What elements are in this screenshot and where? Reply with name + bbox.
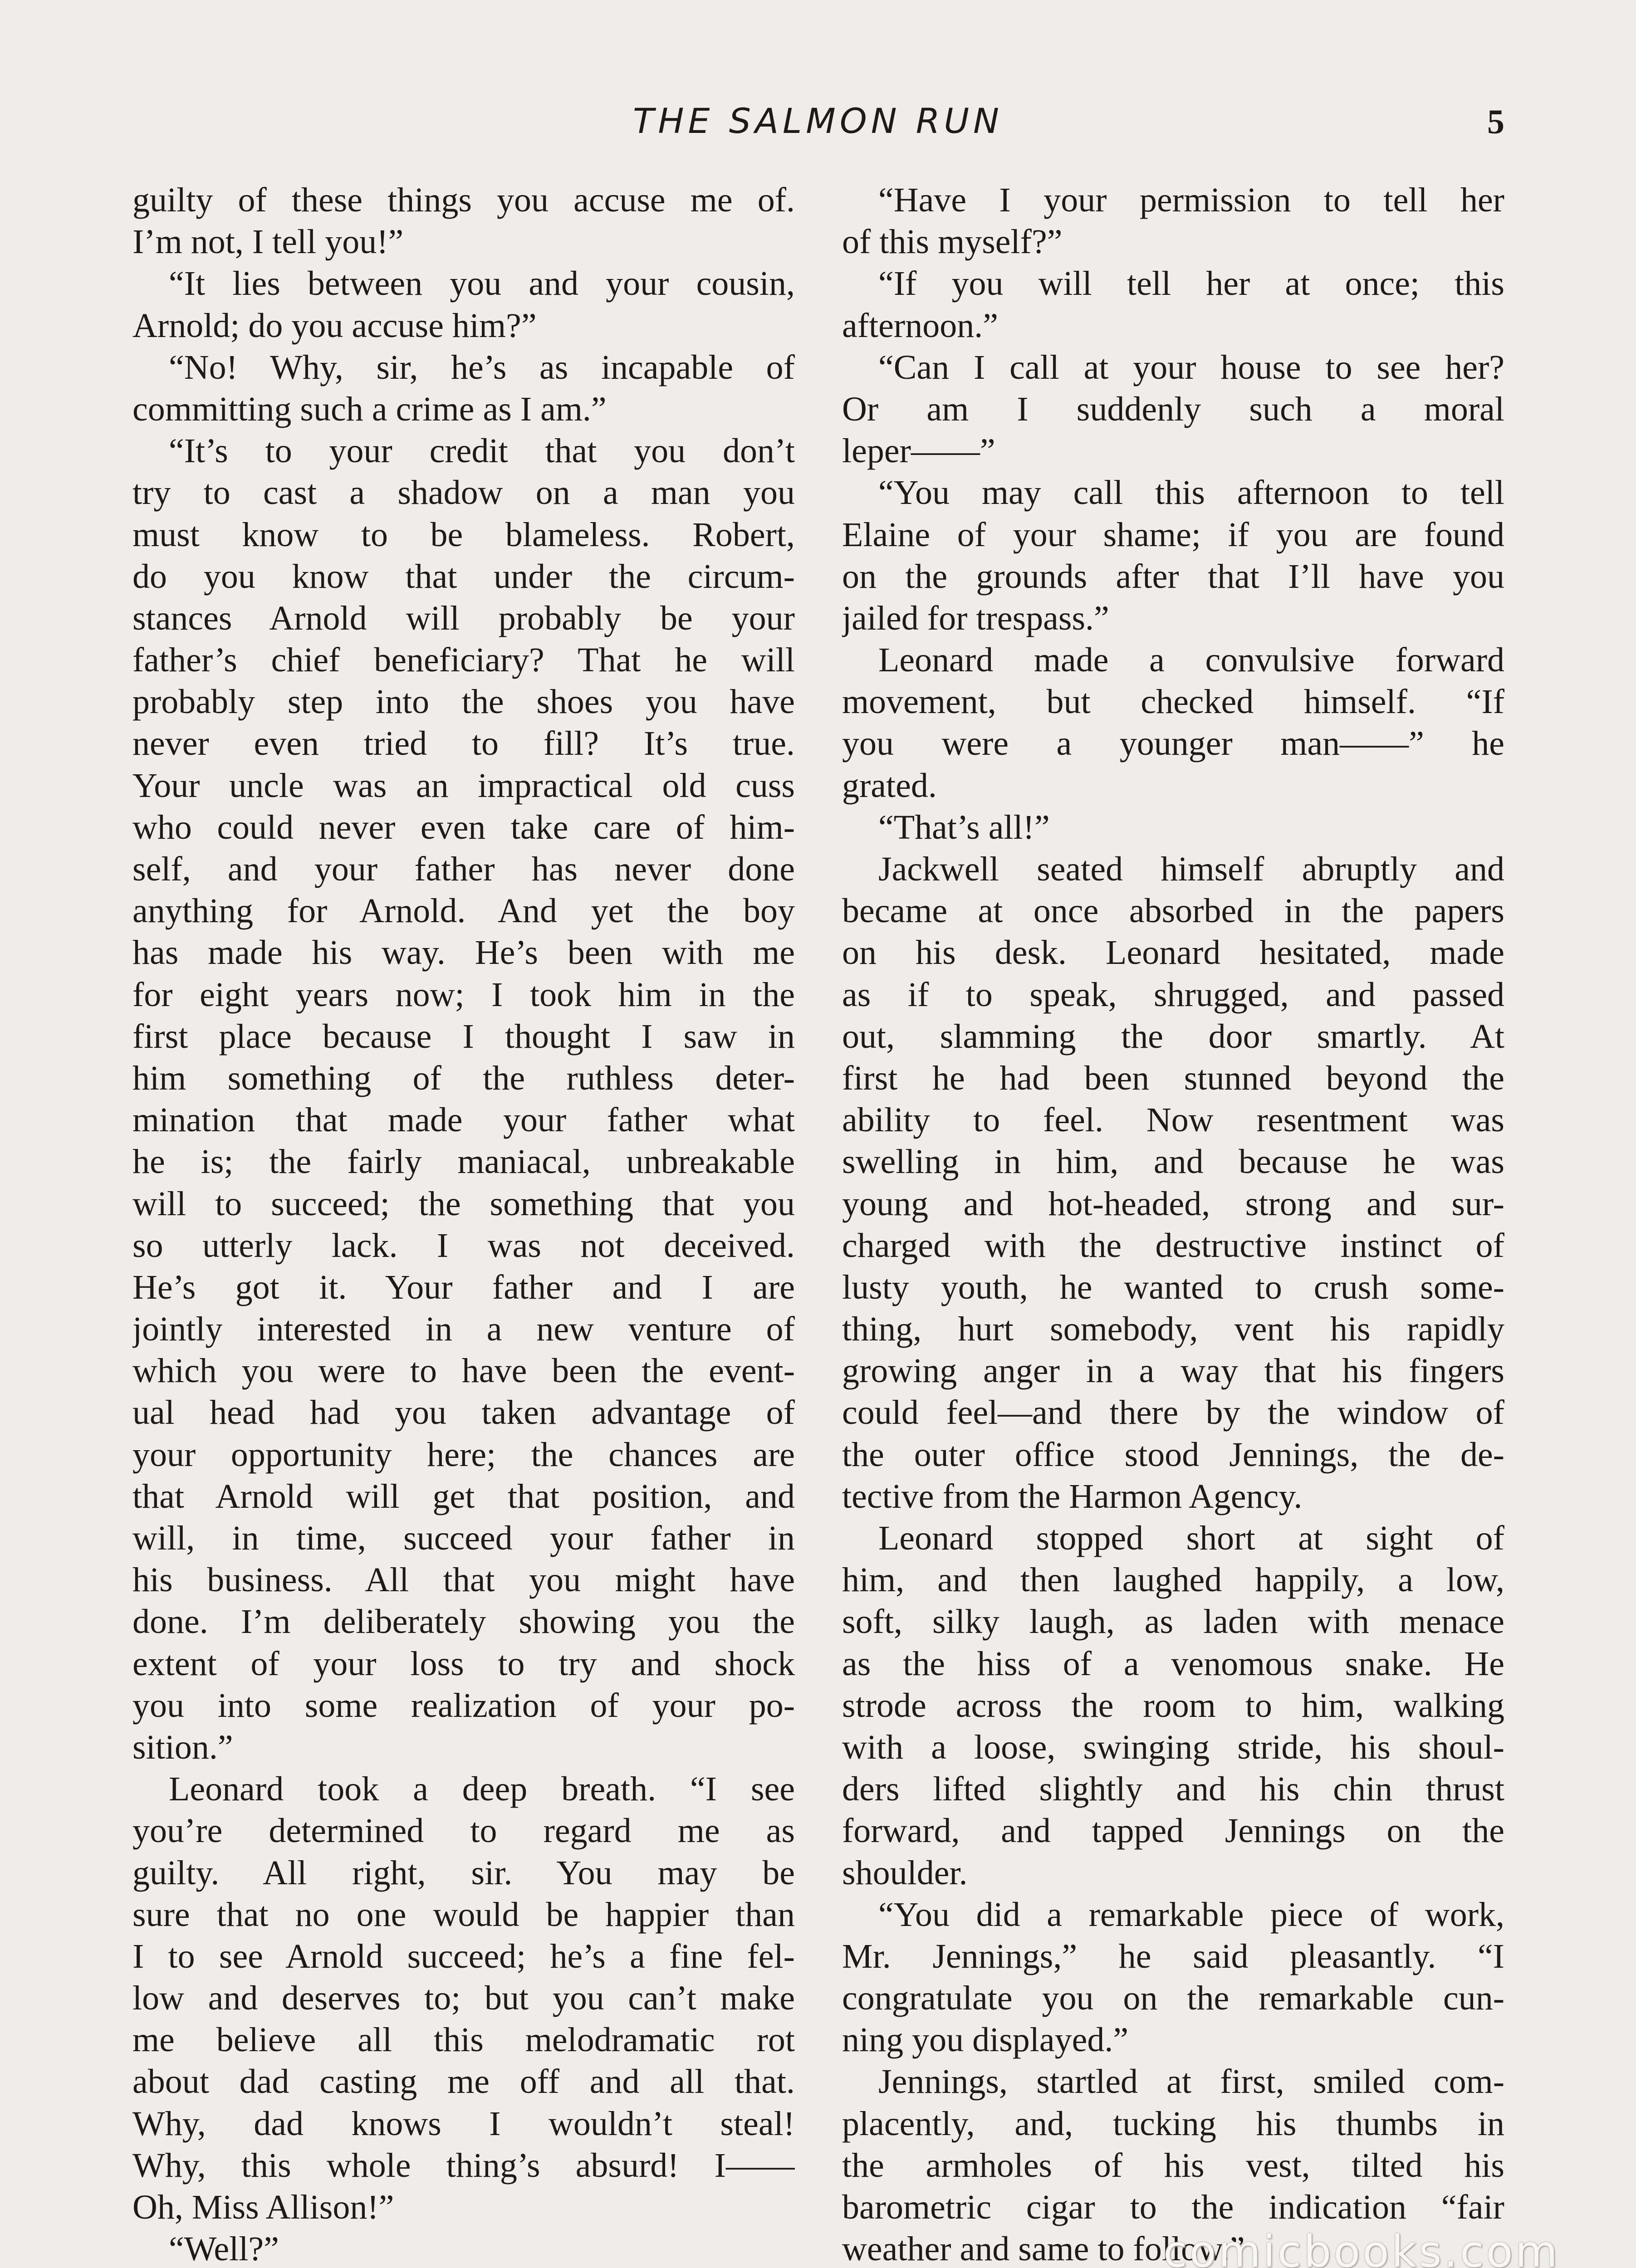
text-line: sition.” [132, 1728, 233, 1766]
text-line: as if to speak, shrugged, and passed [842, 975, 1504, 1014]
text-line: “It lies between you and your cousin, [169, 264, 795, 303]
text-line: so utterly lack. I was not deceived. [132, 1226, 795, 1265]
text-line: he is; the fairly maniacal, unbreakable [132, 1143, 795, 1181]
text-line: ders lifted slightly and his chin thrust [842, 1770, 1504, 1809]
right-text-column [842, 179, 1504, 2268]
text-line: swelling in him, and because he was [842, 1143, 1504, 1181]
text-line: first he had been stunned beyond the [842, 1059, 1504, 1097]
text-line: Why, this whole thing’s absurd! I—— [132, 2146, 795, 2185]
text-line: of this myself?” [842, 223, 1063, 261]
text-line: weather and same to follow.” [842, 2230, 1245, 2268]
text-line: charged with the destructive instinct of [842, 1226, 1504, 1265]
text-line: barometric cigar to the indication “fair [842, 2188, 1504, 2226]
text-line: ability to feel. Now resentment was [842, 1101, 1504, 1139]
text-line: jailed for trespass.” [842, 599, 1109, 637]
text-line: tective from the Harmon Agency. [842, 1477, 1303, 1515]
text-line: low and deserves to; but you can’t make [132, 1979, 795, 2018]
text-line: growing anger in a way that his fingers [842, 1352, 1504, 1390]
text-line: “It’s to your credit that you don’t [169, 432, 795, 470]
text-line: Elaine of your shame; if you are found [842, 515, 1504, 554]
text-line: grated. [842, 766, 937, 805]
text-line: the outer office stood Jennings, the de- [842, 1435, 1504, 1474]
text-line: Jennings, startled at first, smiled com- [878, 2063, 1504, 2101]
text-line: stances Arnold will probably be your [132, 599, 795, 637]
text-line: as the hiss of a venomous snake. He [842, 1644, 1504, 1683]
text-line: thing, hurt somebody, vent his rapidly [842, 1310, 1504, 1349]
running-title: THE SALMON RUN [632, 101, 1003, 141]
text-line: will, in time, succeed your father in [132, 1519, 795, 1557]
text-line: that Arnold will get that position, and [132, 1477, 795, 1515]
text-line: extent of your loss to try and shock [132, 1644, 795, 1683]
text-line: try to cast a shadow on a man you [132, 474, 795, 512]
text-line: which you were to have been the event- [132, 1352, 795, 1390]
text-line: Your uncle was an impractical old cuss [132, 766, 795, 805]
text-line: ual head had you taken advantage of [132, 1393, 795, 1432]
text-line: forward, and tapped Jennings on the [842, 1812, 1504, 1850]
left-text-column [132, 179, 795, 2268]
text-line: you into some realization of your po- [132, 1686, 795, 1725]
page-header [0, 101, 1636, 155]
text-line: soft, silky laugh, as laden with menace [842, 1603, 1504, 1641]
text-line: movement, but checked himself. “If [842, 683, 1504, 721]
text-line: his business. All that you might have [132, 1561, 795, 1599]
text-line: anything for Arnold. And yet the boy [132, 892, 795, 930]
text-line: Arnold; do you accuse him?” [132, 306, 537, 345]
text-line: you were a younger man——” he [842, 724, 1504, 763]
text-line: Why, dad knows I wouldn’t steal! [132, 2104, 795, 2143]
text-line: guilty of these things you accuse me of. [132, 181, 795, 219]
text-line: Jackwell seated himself abruptly and [878, 850, 1504, 888]
text-line: who could never even take care of him- [132, 808, 795, 846]
text-line: for eight years now; I took him in the [132, 975, 795, 1014]
text-line: sure that no one would be happier than [132, 1895, 795, 1934]
text-line: him something of the ruthless deter- [132, 1059, 795, 1097]
text-line: Mr. Jennings,” he said pleasantly. “I [842, 1937, 1504, 1975]
text-line: placently, and, tucking his thumbs in [842, 2104, 1504, 2143]
text-line: could feel—and there by the window of [842, 1393, 1504, 1432]
text-line: ning you displayed.” [842, 2021, 1129, 2059]
text-line: young and hot-headed, strong and sur- [842, 1184, 1504, 1223]
page-number: 5 [1487, 103, 1504, 141]
text-line: him, and then laughed happily, a low, [842, 1561, 1504, 1599]
text-line: father’s chief beneficiary? That he will [132, 641, 795, 679]
text-line: Oh, Miss Allison!” [132, 2188, 394, 2226]
text-line: I to see Arnold succeed; he’s a fine fel- [132, 1937, 795, 1975]
text-line: about dad casting me off and all that. [132, 2063, 795, 2101]
text-line: “Can I call at your house to see her? [878, 348, 1504, 386]
text-line: your opportunity here; the chances are [132, 1435, 795, 1474]
text-line: Leonard made a convulsive forward [878, 641, 1504, 679]
text-line: on his desk. Leonard hesitated, made [842, 934, 1504, 972]
text-line: lusty youth, he wanted to crush some- [842, 1268, 1504, 1306]
text-line: “That’s all!” [878, 808, 1050, 846]
text-line: mination that made your father what [132, 1101, 795, 1139]
text-line: congratulate you on the remarkable cun- [842, 1979, 1504, 2018]
text-line: will to succeed; the something that you [132, 1184, 795, 1223]
watermark: comicbooks.com [1163, 2226, 1560, 2268]
text-line: “You may call this afternoon to tell [878, 474, 1504, 512]
text-line: never even tried to fill? It’s true. [132, 724, 795, 763]
text-line: guilty. All right, sir. You may be [132, 1853, 795, 1892]
text-line: shoulder. [842, 1853, 968, 1892]
text-line: strode across the room to him, walking [842, 1686, 1504, 1725]
text-line: “Well?” [169, 2230, 279, 2268]
text-line: probably step into the shoes you have [132, 683, 795, 721]
text-line: the armholes of his vest, tilted his [842, 2146, 1504, 2185]
text-line: has made his way. He’s been with me [132, 934, 795, 972]
text-line: me believe all this melodramatic rot [132, 2021, 795, 2059]
text-line: Leonard stopped short at sight of [878, 1519, 1504, 1557]
text-line: leper——” [842, 432, 995, 470]
text-line: you’re determined to regard me as [132, 1812, 795, 1850]
text-line: committing such a crime as I am.” [132, 390, 607, 428]
text-line: He’s got it. Your father and I are [132, 1268, 795, 1306]
text-line: first place because I thought I saw in [132, 1017, 795, 1056]
text-line: on the grounds after that I’ll have you [842, 557, 1504, 596]
text-line: “No! Why, sir, he’s as incapable of [169, 348, 795, 386]
text-line: done. I’m deliberately showing you the [132, 1603, 795, 1641]
text-line: I’m not, I tell you!” [132, 223, 404, 261]
text-line: jointly interested in a new venture of [132, 1310, 795, 1349]
text-line: “You did a remarkable piece of work, [878, 1895, 1504, 1934]
text-line: afternoon.” [842, 306, 998, 345]
text-line: with a loose, swinging stride, his shoul- [842, 1728, 1504, 1766]
text-line: self, and your father has never done [132, 850, 795, 888]
text-line: “If you will tell her at once; this [878, 264, 1504, 303]
text-line: out, slamming the door smartly. At [842, 1017, 1504, 1056]
text-line: “Have I your permission to tell her [878, 181, 1504, 219]
text-line: Leonard took a deep breath. “I see [169, 1770, 795, 1809]
text-line: Or am I suddenly such a moral [842, 390, 1504, 428]
text-line: became at once absorbed in the papers [842, 892, 1504, 930]
text-line: must know to be blameless. Robert, [132, 515, 795, 554]
text-line: do you know that under the circum- [132, 557, 795, 596]
